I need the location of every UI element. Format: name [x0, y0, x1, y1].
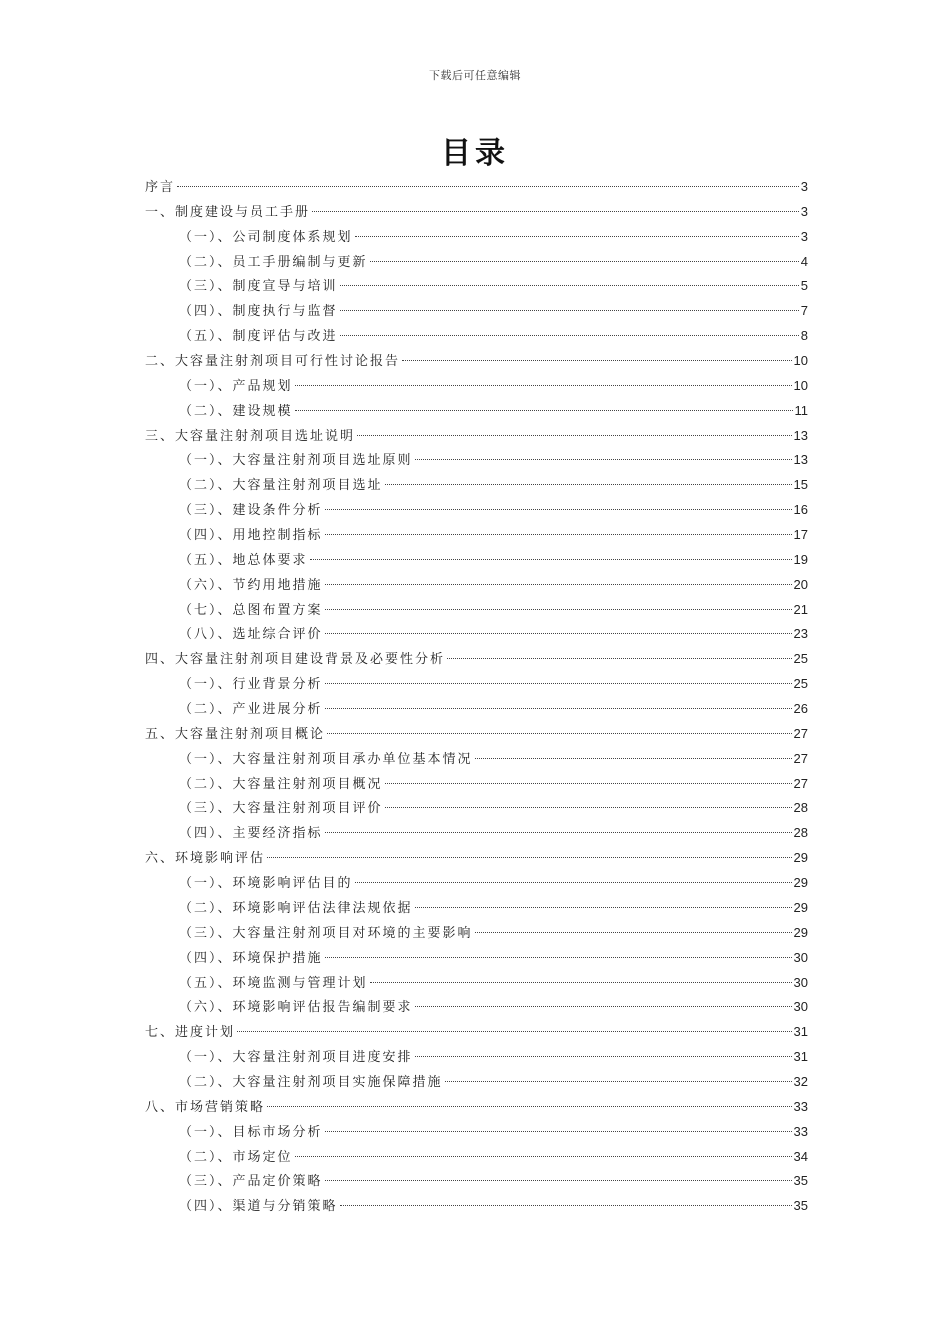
toc-page-number: 30 — [793, 949, 808, 965]
toc-dot-leader — [355, 236, 799, 237]
toc-page-number: 33 — [793, 1098, 808, 1114]
toc-page-number: 32 — [793, 1073, 808, 1089]
toc-section-entry[interactable] — [145, 1120, 808, 1145]
toc-entry-label: （四）、用地控制指标 — [179, 528, 323, 544]
page-title: 目录 — [441, 136, 509, 171]
toc-dot-leader — [295, 410, 793, 411]
toc-section-entry[interactable] — [145, 1045, 808, 1070]
toc-dot-leader — [325, 509, 792, 510]
toc-page-number: 23 — [793, 626, 808, 642]
toc-entry-label: （二）、环境影响评估法律法规依据 — [179, 900, 413, 916]
toc-entry-label: （三）、大容量注射剂项目评价 — [179, 801, 383, 817]
toc-page-number: 35 — [793, 1173, 808, 1189]
toc-page-number: 27 — [793, 775, 808, 791]
toc-dot-leader — [310, 559, 792, 560]
toc-page-number: 4 — [800, 253, 808, 269]
toc-dot-leader — [475, 758, 792, 759]
toc-dot-leader — [415, 459, 792, 460]
toc-dot-leader — [340, 310, 799, 311]
toc-page-number: 30 — [793, 999, 808, 1015]
toc-entry-label: （四）、制度执行与监督 — [179, 304, 338, 320]
toc-dot-leader — [325, 683, 792, 684]
toc-chapter-entry[interactable] — [145, 349, 808, 374]
toc-dot-leader — [385, 807, 792, 808]
toc-section-entry[interactable] — [145, 399, 808, 424]
toc-chapter-entry[interactable] — [145, 1095, 808, 1120]
toc-entry-label: （一）、环境影响评估目的 — [179, 876, 353, 892]
toc-section-entry[interactable] — [145, 374, 808, 399]
toc-page-number: 33 — [793, 1123, 808, 1139]
toc-section-entry[interactable] — [145, 971, 808, 996]
toc-page-number: 29 — [793, 924, 808, 940]
toc-entry-label: （七）、总图布置方案 — [179, 602, 323, 618]
toc-page-number: 13 — [793, 452, 808, 468]
toc-dot-leader — [237, 1031, 792, 1032]
toc-page-number: 16 — [793, 502, 808, 518]
toc-dot-leader — [325, 534, 792, 535]
toc-entry-label: 二、大容量注射剂项目可行性讨论报告 — [145, 354, 401, 370]
toc-page-number: 10 — [793, 377, 808, 393]
toc-entry-label: （五）、地总体要求 — [179, 552, 308, 568]
toc-section-entry[interactable] — [145, 573, 808, 598]
toc-page-number: 31 — [793, 1049, 808, 1065]
page-header-note: 下载后可任意编辑 — [429, 69, 521, 82]
toc-section-entry[interactable] — [145, 324, 808, 349]
toc-dot-leader — [325, 1180, 792, 1181]
toc-entry-label: （二）、大容量注射剂项目概况 — [179, 776, 383, 792]
toc-section-entry[interactable] — [145, 1194, 808, 1219]
toc-dot-leader — [340, 335, 799, 336]
toc-page-number: 21 — [793, 601, 808, 617]
toc-entry-label: （四）、渠道与分销策略 — [179, 1199, 338, 1215]
toc-entry-label: （二）、大容量注射剂项目实施保障措施 — [179, 1074, 443, 1090]
toc-section-entry[interactable] — [145, 598, 808, 623]
toc-entry-label: （一）、目标市场分析 — [179, 1124, 323, 1140]
toc-dot-leader — [327, 733, 792, 734]
toc-section-entry[interactable] — [145, 473, 808, 498]
toc-entry-label: （三）、大容量注射剂项目对环境的主要影响 — [179, 925, 473, 941]
toc-dot-leader — [415, 1006, 792, 1007]
toc-page-number: 35 — [793, 1198, 808, 1214]
toc-entry-label: 三、大容量注射剂项目选址说明 — [145, 428, 356, 444]
toc-dot-leader — [325, 708, 792, 709]
toc-chapter-entry[interactable] — [145, 1020, 808, 1045]
toc-section-entry[interactable] — [145, 1070, 808, 1095]
toc-page-number: 20 — [793, 576, 808, 592]
toc-entry-label: （八）、选址综合评价 — [179, 627, 323, 643]
toc-page-number: 15 — [793, 477, 808, 493]
toc-dot-leader — [370, 982, 792, 983]
toc-page-number: 3 — [800, 228, 808, 244]
toc-entry-label: （二）、产业进展分析 — [179, 702, 323, 718]
toc-dot-leader — [325, 832, 792, 833]
toc-page-number: 8 — [800, 328, 808, 344]
toc-section-entry[interactable] — [145, 921, 808, 946]
toc-chapter-entry[interactable] — [145, 175, 808, 200]
toc-entry-label: 五、大容量注射剂项目概论 — [145, 726, 326, 742]
toc-section-entry[interactable] — [145, 821, 808, 846]
toc-dot-leader — [325, 1131, 792, 1132]
toc-entry-label: 四、大容量注射剂项目建设背景及必要性分析 — [145, 652, 446, 668]
toc-section-entry[interactable] — [145, 946, 808, 971]
toc-page-number: 27 — [793, 725, 808, 741]
toc-page-number: 29 — [793, 850, 808, 866]
toc-entry-label: 七、进度计划 — [145, 1025, 236, 1041]
toc-section-entry[interactable] — [145, 796, 808, 821]
toc-page-number: 25 — [793, 651, 808, 667]
toc-page-number: 30 — [793, 974, 808, 990]
toc-section-entry[interactable] — [145, 225, 808, 250]
toc-entry-label: （二）、建设规模 — [179, 403, 293, 419]
toc-entry-label: 序言 — [145, 180, 176, 195]
toc-dot-leader — [325, 584, 792, 585]
toc-chapter-entry[interactable] — [145, 722, 808, 747]
toc-page-number: 28 — [793, 800, 808, 816]
toc-page-number: 31 — [793, 1024, 808, 1040]
toc-dot-leader — [267, 857, 792, 858]
toc-dot-leader — [340, 1205, 792, 1206]
toc-dot-leader — [415, 907, 792, 908]
toc-section-entry[interactable] — [145, 1145, 808, 1170]
toc-entry-label: （二）、大容量注射剂项目选址 — [179, 478, 383, 494]
toc-section-entry[interactable] — [145, 274, 808, 299]
toc-dot-leader — [402, 360, 792, 361]
toc-section-entry[interactable] — [145, 299, 808, 324]
toc-section-entry[interactable] — [145, 995, 808, 1020]
toc-page-number: 29 — [793, 875, 808, 891]
toc-dot-leader — [357, 435, 792, 436]
toc-page-number: 5 — [800, 278, 808, 294]
toc-dot-leader — [340, 285, 799, 286]
toc-section-entry[interactable] — [145, 672, 808, 697]
toc-page-number: 29 — [793, 899, 808, 915]
toc-dot-leader — [447, 658, 792, 659]
toc-page-number: 13 — [793, 427, 808, 443]
toc-dot-leader — [312, 211, 799, 212]
toc-page-number: 7 — [800, 303, 808, 319]
toc-section-entry[interactable] — [145, 747, 808, 772]
toc-section-entry[interactable] — [145, 548, 808, 573]
toc-section-entry[interactable] — [145, 523, 808, 548]
toc-page-number: 19 — [793, 551, 808, 567]
toc-dot-leader — [385, 484, 792, 485]
toc-page-number: 11 — [794, 402, 808, 418]
toc-entry-label: （六）、节约用地措施 — [179, 577, 323, 593]
toc-entry-label: （三）、产品定价策略 — [179, 1174, 323, 1190]
toc-dot-leader — [295, 1156, 792, 1157]
toc-page-number: 3 — [800, 179, 808, 194]
toc-page-number: 3 — [800, 203, 808, 219]
toc-dot-leader — [370, 261, 799, 262]
toc-entry-label: （四）、环境保护措施 — [179, 950, 323, 966]
toc-chapter-entry[interactable] — [145, 647, 808, 672]
toc-section-entry[interactable] — [145, 622, 808, 647]
toc-section-entry[interactable] — [145, 871, 808, 896]
toc-dot-leader — [445, 1081, 792, 1082]
toc-entry-label: （一）、产品规划 — [179, 378, 293, 394]
toc-section-entry[interactable] — [145, 697, 808, 722]
toc-entry-label: （二）、市场定位 — [179, 1149, 293, 1165]
toc-entry-label: 一、制度建设与员工手册 — [145, 204, 311, 220]
toc-dot-leader — [355, 882, 792, 883]
toc-dot-leader — [325, 957, 792, 958]
toc-page-number: 17 — [793, 527, 808, 543]
toc-entry-label: （一）、大容量注射剂项目选址原则 — [179, 453, 413, 469]
toc-dot-leader — [385, 783, 792, 784]
toc-entry-label: 八、市场营销策略 — [145, 1099, 266, 1115]
toc-dot-leader — [325, 609, 792, 610]
toc-entry-label: （三）、制度宣导与培训 — [179, 279, 338, 295]
toc-chapter-entry[interactable] — [145, 200, 808, 225]
toc-dot-leader — [325, 633, 792, 634]
toc-dot-leader — [177, 186, 799, 187]
toc-entry-label: （二）、员工手册编制与更新 — [179, 254, 368, 270]
toc-section-entry[interactable] — [145, 498, 808, 523]
toc-entry-label: （五）、制度评估与改进 — [179, 329, 338, 345]
toc-section-entry[interactable] — [145, 896, 808, 921]
toc-page-number: 10 — [793, 353, 808, 369]
toc-dot-leader — [415, 1056, 792, 1057]
toc-entry-label: （一）、行业背景分析 — [179, 677, 323, 693]
toc-entry-label: （一）、大容量注射剂项目进度安排 — [179, 1050, 413, 1066]
toc-page-number: 28 — [793, 825, 808, 841]
toc-page-number: 27 — [793, 750, 808, 766]
toc-page-number: 26 — [793, 701, 808, 717]
toc-section-entry[interactable] — [145, 772, 808, 797]
toc-entry-label: （五）、环境监测与管理计划 — [179, 975, 368, 991]
toc-chapter-entry[interactable] — [145, 424, 808, 449]
toc-entry-label: （一）、大容量注射剂项目承办单位基本情况 — [179, 751, 473, 767]
toc-entry-label: （六）、环境影响评估报告编制要求 — [179, 1000, 413, 1016]
toc-section-entry[interactable] — [145, 250, 808, 275]
table-of-contents — [145, 175, 808, 1219]
toc-entry-label: （四）、主要经济指标 — [179, 826, 323, 842]
toc-chapter-entry[interactable] — [145, 846, 808, 871]
toc-dot-leader — [475, 932, 792, 933]
toc-entry-label: （一）、公司制度体系规划 — [179, 229, 353, 245]
toc-dot-leader — [295, 385, 792, 386]
toc-section-entry[interactable] — [145, 1169, 808, 1194]
toc-dot-leader — [267, 1106, 792, 1107]
toc-entry-label: 六、环境影响评估 — [145, 851, 266, 867]
toc-page-number: 34 — [793, 1148, 808, 1164]
toc-section-entry[interactable] — [145, 448, 808, 473]
toc-page-number: 25 — [793, 676, 808, 692]
toc-entry-label: （三）、建设条件分析 — [179, 503, 323, 519]
